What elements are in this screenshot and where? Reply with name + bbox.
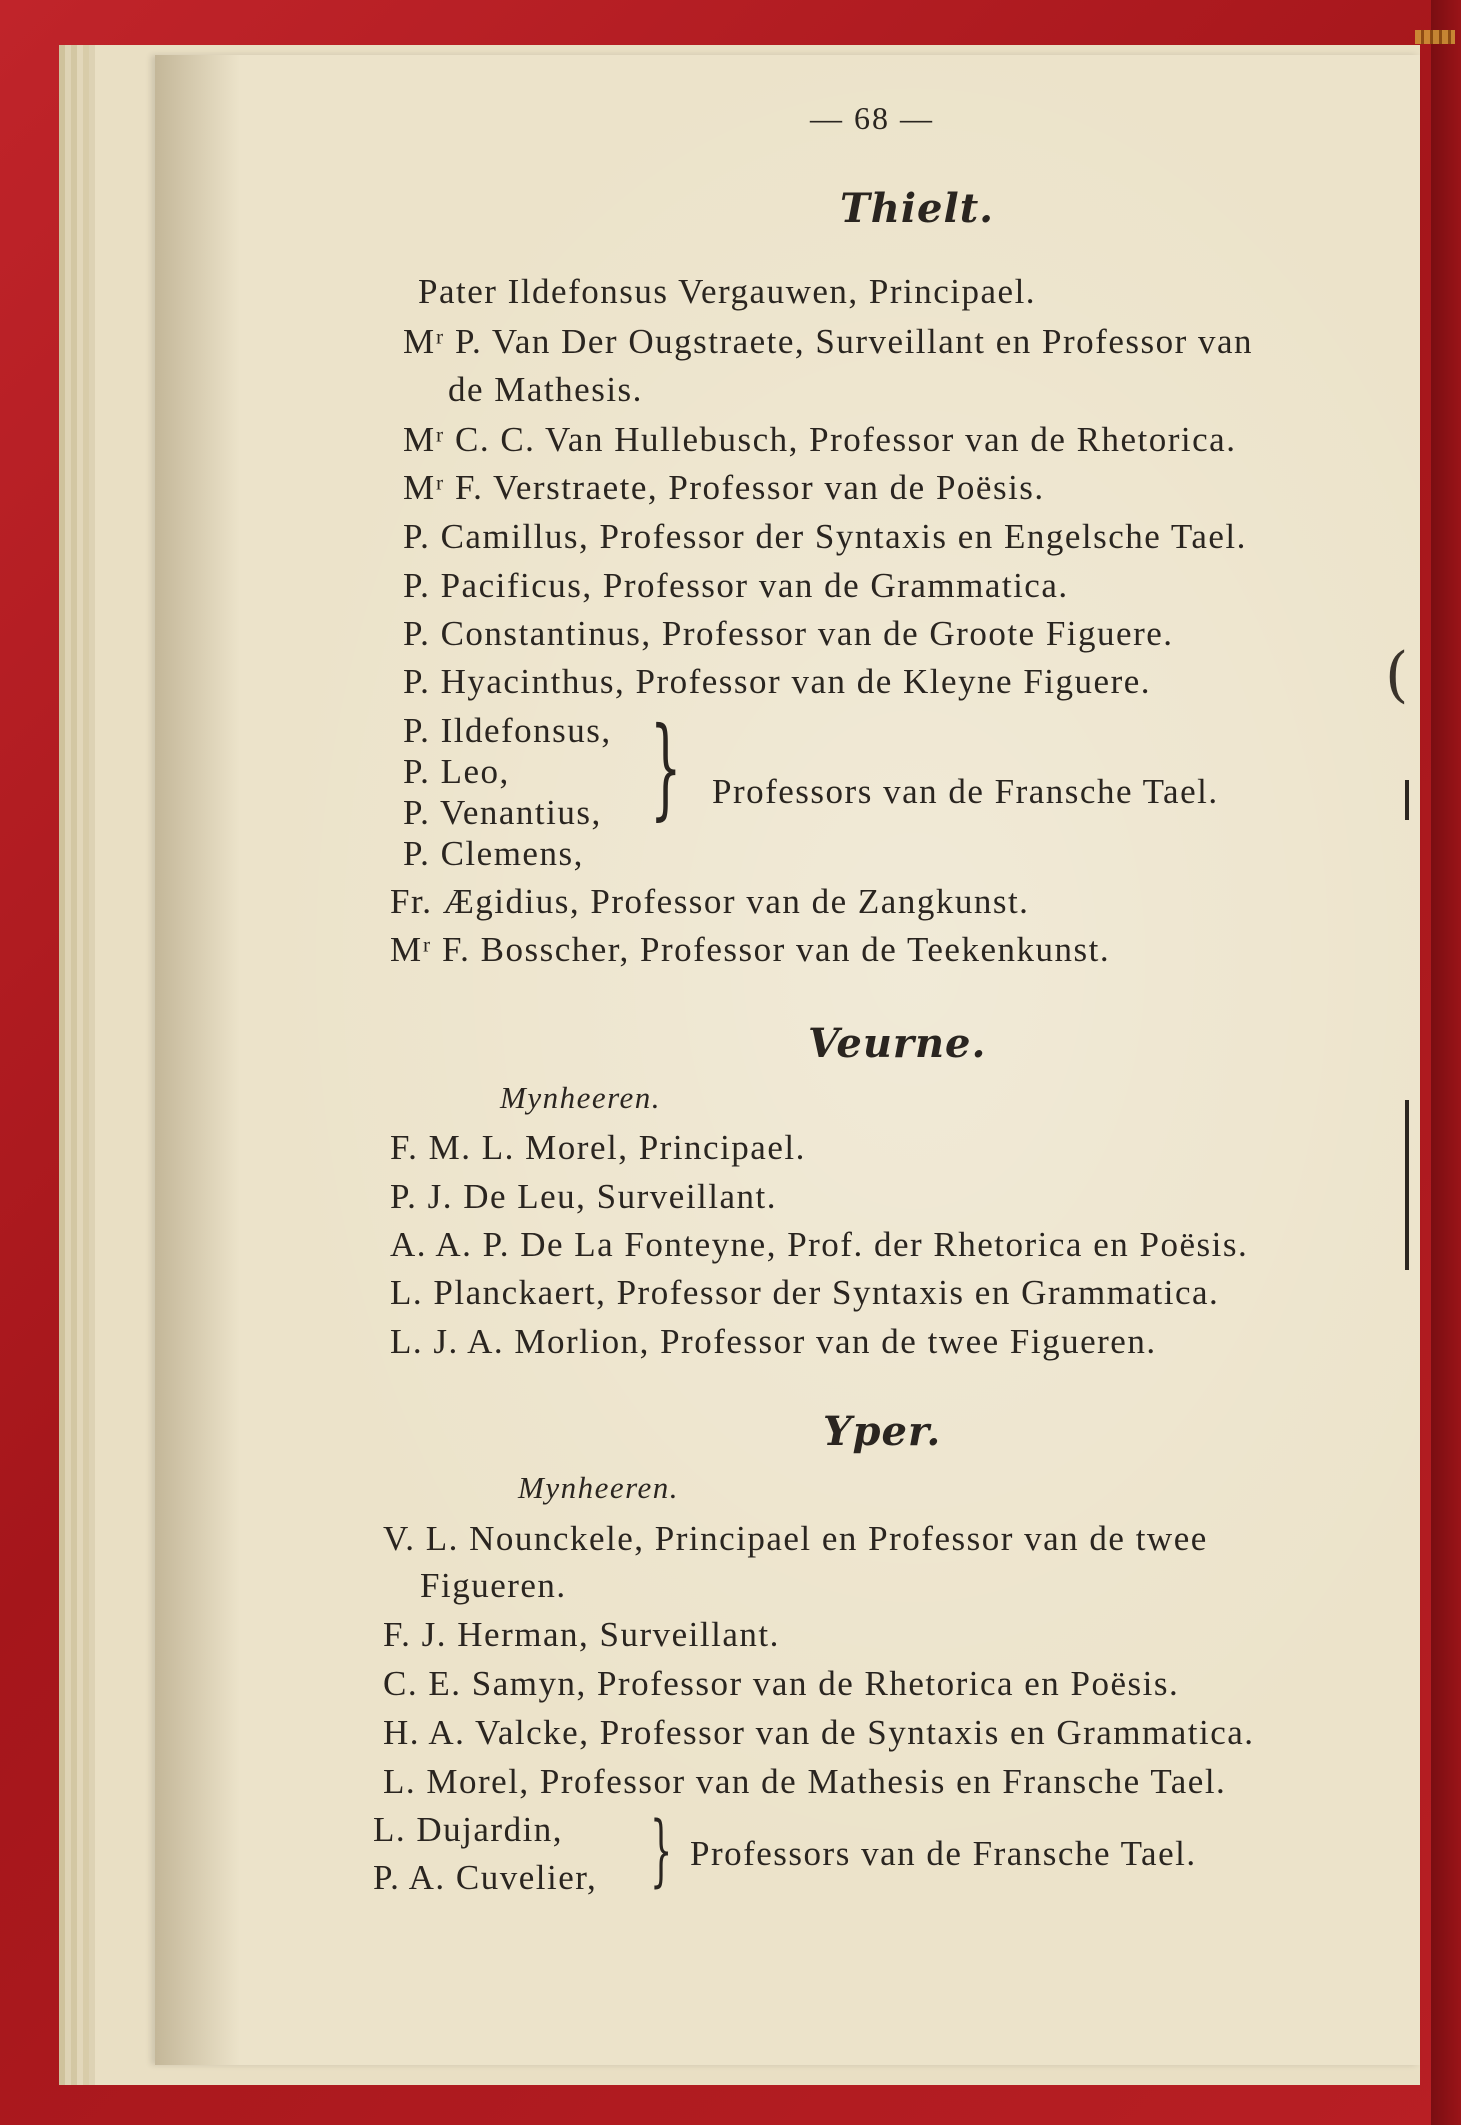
list-line: L. Planckaert, Professor der Syntaxis en Grammatica.	[390, 1273, 1220, 1312]
group-name: P. Clemens,	[403, 834, 584, 873]
brace-icon: }	[650, 1806, 673, 1896]
list-line: Pater Ildefonsus Vergauwen, Principael.	[418, 272, 1037, 311]
page-number: — 68 —	[810, 100, 934, 136]
list-line: P. Hyacinthus, Professor van de Kleyne Figuere.	[403, 662, 1152, 701]
brace-icon: }	[650, 703, 682, 831]
list-line: F. J. Herman, Surveillant.	[383, 1615, 780, 1654]
group-name: P. Leo,	[403, 752, 510, 791]
group-name: P. A. Cuvelier,	[373, 1858, 598, 1897]
page-edge-mark	[1405, 780, 1409, 820]
list-line: P. J. De Leu, Surveillant.	[390, 1177, 778, 1216]
list-line: P. Pacificus, Professor van de Grammatica.	[403, 566, 1069, 605]
list-line: P. Camillus, Professor der Syntaxis en Engelsche Tael.	[403, 517, 1247, 556]
list-line: L. J. A. Morlion, Professor van de twee Figueren.	[390, 1322, 1157, 1361]
list-line: V. L. Nounckele, Principael en Professor van de twee	[383, 1519, 1208, 1558]
list-line: Fr. Ægidius, Professor van de Zangkunst.	[390, 882, 1030, 921]
list-line: L. Morel, Professor van de Mathesis en Fransche Tael.	[383, 1762, 1227, 1801]
list-line: H. A. Valcke, Professor van de Syntaxis en Grammatica.	[383, 1713, 1255, 1752]
list-line: P. Constantinus, Professor van de Groote Figuere.	[403, 614, 1174, 653]
list-line: de Mathesis.	[448, 370, 643, 409]
group-name: P. Venantius,	[403, 793, 602, 832]
list-line: Mʳ C. C. Van Hullebusch, Professor van de Rhetorica.	[403, 420, 1237, 459]
section-heading-thielt: Thielt.	[840, 185, 995, 232]
group-name: P. Ildefonsus,	[403, 711, 612, 750]
salutation: Mynheeren.	[500, 1080, 662, 1115]
list-line: Mʳ F. Bosscher, Professor van de Teekenkunst.	[390, 930, 1111, 969]
list-line: C. E. Samyn, Professor van de Rhetorica en Poësis.	[383, 1664, 1180, 1703]
page-edge-mark	[1405, 1100, 1409, 1270]
group-role: Professors van de Fransche Tael.	[690, 1834, 1197, 1873]
section-heading-veurne: Veurne.	[808, 1020, 987, 1067]
list-line: F. M. L. Morel, Principael.	[390, 1128, 806, 1167]
list-line: Mʳ F. Verstraete, Professor van de Poësis.	[403, 468, 1045, 507]
list-line: A. A. P. De La Fonteyne, Prof. der Rhetorica en Poësis.	[390, 1225, 1249, 1264]
salutation: Mynheeren.	[518, 1470, 680, 1505]
list-line: Mʳ P. Van Der Ougstraete, Surveillant en Professor van	[403, 322, 1254, 361]
margin-mark: (	[1385, 640, 1409, 710]
section-heading-yper: Yper.	[823, 1408, 942, 1455]
list-line: Figueren.	[420, 1566, 567, 1605]
group-name: L. Dujardin,	[373, 1810, 564, 1849]
group-role: Professors van de Fransche Tael.	[712, 772, 1219, 811]
